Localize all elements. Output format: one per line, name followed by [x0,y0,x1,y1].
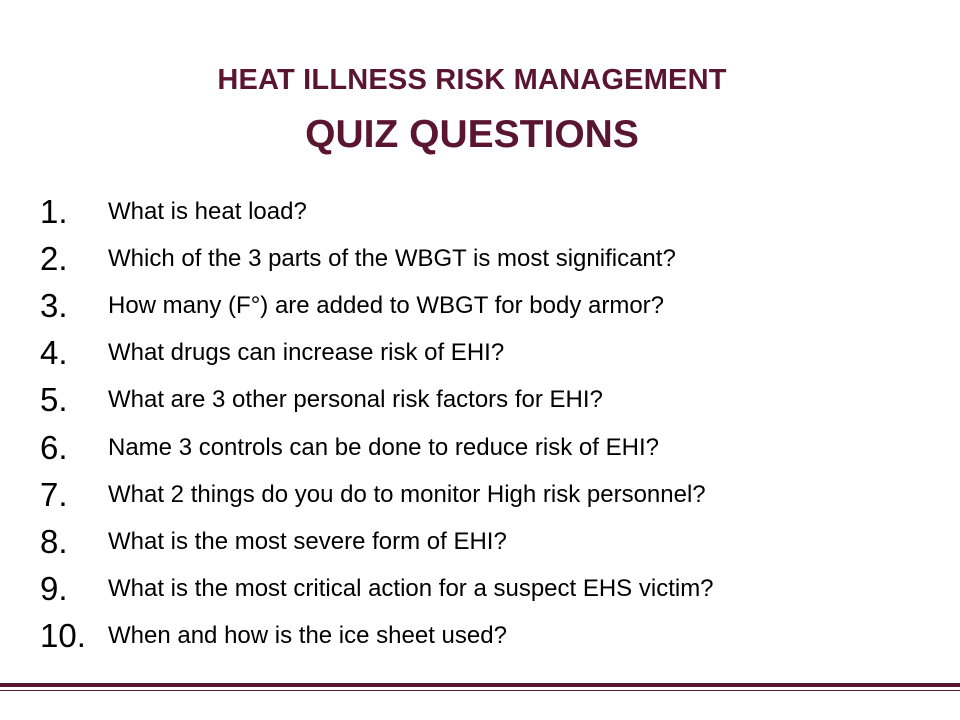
question-number: 8. [40,522,68,560]
question-number: 5. [40,381,68,419]
question-number: 7. [40,475,68,513]
footer-rule-thin [0,690,960,691]
question-item-4 [40,330,714,377]
question-number: 4. [40,334,68,372]
footer-rule-thick [0,683,960,687]
question-number: 3. [40,286,68,324]
question-number: 2. [40,239,68,277]
question-list [40,188,714,660]
question-text: What drugs can increase risk of EHI? [108,339,505,367]
slide-subtitle: QUIZ QUESTIONS [305,113,639,156]
question-number: 6. [40,428,68,466]
question-item-10 [40,613,714,660]
question-item-5 [40,377,714,424]
question-text: Which of the 3 parts of the WBGT is most significant? [108,244,676,272]
question-item-2 [40,235,714,282]
question-item-6 [40,424,714,471]
question-number: 9. [40,570,68,608]
question-number: 1. [40,192,68,230]
question-text: How many (F°) are added to WBGT for body armor? [108,291,665,319]
question-text: Name 3 controls can be done to reduce risk of EHI? [108,433,659,461]
question-item-7 [40,471,714,518]
question-item-9 [40,566,714,613]
question-item-3 [40,282,714,329]
question-text: What 2 things do you do to monitor High risk personnel? [108,480,706,508]
question-text: What are 3 other personal risk factors for EHI? [108,386,603,414]
slide-title: HEAT ILLNESS RISK MANAGEMENT [217,64,727,96]
question-text: What is the most critical action for a suspect EHS victim? [108,575,714,603]
question-text: When and how is the ice sheet used? [108,622,507,650]
question-text: What is heat load? [108,197,307,225]
question-text: What is the most severe form of EHI? [108,527,507,555]
question-number: 10. [40,617,86,655]
question-item-8 [40,518,714,565]
question-item-1 [40,188,714,235]
